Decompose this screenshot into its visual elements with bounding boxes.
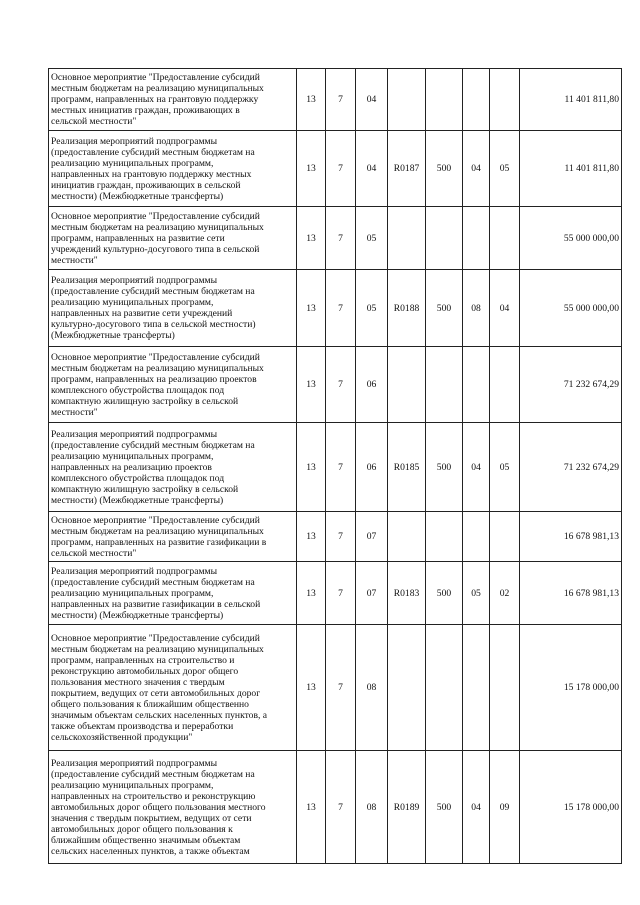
row-description: Реализация мероприятий подпрограммы (предоставление субсидий местным бюджетам на реализацию муниципальных программ, направленных на грантовую поддержку местных инициатив граждан, проживающих в сельской местности) (Межбюджетные трансферты) (49, 131, 297, 207)
amount-cell: 55 000 000,00 (520, 207, 622, 270)
program-code: 13 (297, 131, 326, 207)
event-code: 08 (356, 751, 388, 864)
subprogram-code: 7 (326, 131, 356, 207)
amount-cell: 15 178 000,00 (520, 625, 622, 751)
program-code: 13 (297, 347, 326, 423)
amount-cell: 55 000 000,00 (520, 270, 622, 347)
table-row (49, 512, 622, 562)
target-code: R0188 (388, 270, 426, 347)
target-code: R0183 (388, 562, 426, 625)
expense-type: 500 (426, 270, 463, 347)
subprogram-code: 7 (326, 207, 356, 270)
event-code: 06 (356, 423, 388, 512)
subsection-code: 09 (490, 751, 520, 864)
row-description: Основное мероприятие "Предоставление субсидий местным бюджетам на реализацию муниципальных программ, направленных на развитие сети учреждений культурно-досугового типа в сельской местности" (49, 207, 297, 270)
event-code: 05 (356, 270, 388, 347)
program-code: 13 (297, 270, 326, 347)
subprogram-code: 7 (326, 347, 356, 423)
subsection-code (490, 207, 520, 270)
amount-cell: 11 401 811,80 (520, 69, 622, 131)
section-code: 04 (463, 131, 490, 207)
table-row (49, 69, 622, 131)
event-code: 04 (356, 131, 388, 207)
section-code (463, 512, 490, 562)
subprogram-code: 7 (326, 512, 356, 562)
target-code: R0185 (388, 423, 426, 512)
table-row (49, 131, 622, 207)
event-code: 07 (356, 562, 388, 625)
program-code: 13 (297, 562, 326, 625)
table-row (49, 347, 622, 423)
expense-type (426, 625, 463, 751)
program-code: 13 (297, 207, 326, 270)
expense-type: 500 (426, 423, 463, 512)
budget-table (48, 68, 622, 864)
subprogram-code: 7 (326, 562, 356, 625)
expense-type (426, 207, 463, 270)
program-code: 13 (297, 69, 326, 131)
program-code: 13 (297, 625, 326, 751)
target-code (388, 347, 426, 423)
amount-cell: 71 232 674,29 (520, 423, 622, 512)
section-code (463, 207, 490, 270)
row-description: Основное мероприятие "Предоставление субсидий местным бюджетам на реализацию муниципальных программ, направленных на грантовую поддержку местных инициатив граждан, проживающих в сельской местности" (49, 69, 297, 131)
program-code: 13 (297, 512, 326, 562)
row-description: Реализация мероприятий подпрограммы (предоставление субсидий местным бюджетам на реализацию муниципальных программ, направленных на строительство и реконструкцию автомобильных дорог общего пользования местного значения с твердым покрытием, ведущих от сети автомобильных дорог общего пользования к ближайшим общественно значимым объектам сельских населенных пунктов, а также объектам (49, 751, 297, 864)
table-body (49, 69, 622, 864)
amount-cell: 16 678 981,13 (520, 512, 622, 562)
program-code: 13 (297, 423, 326, 512)
subsection-code (490, 347, 520, 423)
subsection-code: 05 (490, 131, 520, 207)
row-description: Реализация мероприятий подпрограммы (предоставление субсидий местным бюджетам на реализацию муниципальных программ, направленных на реализацию проектов комплексного обустройства площадок под компактную жилищную застройку в сельской местности) (Межбюджетные трансферты) (49, 423, 297, 512)
target-code (388, 625, 426, 751)
section-code: 04 (463, 751, 490, 864)
expense-type: 500 (426, 562, 463, 625)
table-row (49, 625, 622, 751)
subsection-code: 02 (490, 562, 520, 625)
event-code: 04 (356, 69, 388, 131)
expense-type (426, 69, 463, 131)
row-description: Основное мероприятие "Предоставление субсидий местным бюджетам на реализацию муниципальных программ, направленных на реализацию проектов комплексного обустройства площадок под компактную жилищную застройку в сельской местности" (49, 347, 297, 423)
subprogram-code: 7 (326, 751, 356, 864)
subprogram-code: 7 (326, 625, 356, 751)
program-code: 13 (297, 751, 326, 864)
expense-type: 500 (426, 131, 463, 207)
section-code: 04 (463, 423, 490, 512)
amount-cell: 11 401 811,80 (520, 131, 622, 207)
amount-cell: 15 178 000,00 (520, 751, 622, 864)
expense-type: 500 (426, 751, 463, 864)
event-code: 06 (356, 347, 388, 423)
event-code: 08 (356, 625, 388, 751)
row-description: Реализация мероприятий подпрограммы (предоставление субсидий местным бюджетам на реализацию муниципальных программ, направленных на развитие газификации в сельской местности) (Межбюджетные трансферты) (49, 562, 297, 625)
target-code (388, 69, 426, 131)
target-code: R0187 (388, 131, 426, 207)
target-code (388, 512, 426, 562)
table-row (49, 207, 622, 270)
expense-type (426, 512, 463, 562)
amount-cell: 71 232 674,29 (520, 347, 622, 423)
row-description: Основное мероприятие "Предоставление субсидий местным бюджетам на реализацию муниципальных программ, направленных на строительство и реконструкцию автомобильных дорог общего пользования местного значения с твердым покрытием, ведущих от сети автомобильных дорог общего пользования к ближайшим общественно значимым объектам сельских населенных пунктов, а также объектам производства и переработки сельскохозяйственной продукции" (49, 625, 297, 751)
section-code (463, 625, 490, 751)
event-code: 07 (356, 512, 388, 562)
subsection-code (490, 69, 520, 131)
table-row (49, 562, 622, 625)
event-code: 05 (356, 207, 388, 270)
subsection-code (490, 625, 520, 751)
table-row (49, 423, 622, 512)
row-description: Основное мероприятие "Предоставление субсидий местным бюджетам на реализацию муниципальных программ, направленных на развитие газификации в сельской местности" (49, 512, 297, 562)
subsection-code (490, 512, 520, 562)
subprogram-code: 7 (326, 423, 356, 512)
target-code: R0189 (388, 751, 426, 864)
target-code (388, 207, 426, 270)
section-code: 08 (463, 270, 490, 347)
row-description: Реализация мероприятий подпрограммы (предоставление субсидий местным бюджетам на реализацию муниципальных программ, направленных на развитие сети учреждений культурно-досугового типа в сельской местности) (Межбюджетные трансферты) (49, 270, 297, 347)
section-code (463, 347, 490, 423)
expense-type (426, 347, 463, 423)
section-code (463, 69, 490, 131)
subsection-code: 04 (490, 270, 520, 347)
table-row (49, 751, 622, 864)
subsection-code: 05 (490, 423, 520, 512)
subprogram-code: 7 (326, 69, 356, 131)
amount-cell: 16 678 981,13 (520, 562, 622, 625)
table-row (49, 270, 622, 347)
subprogram-code: 7 (326, 270, 356, 347)
section-code: 05 (463, 562, 490, 625)
